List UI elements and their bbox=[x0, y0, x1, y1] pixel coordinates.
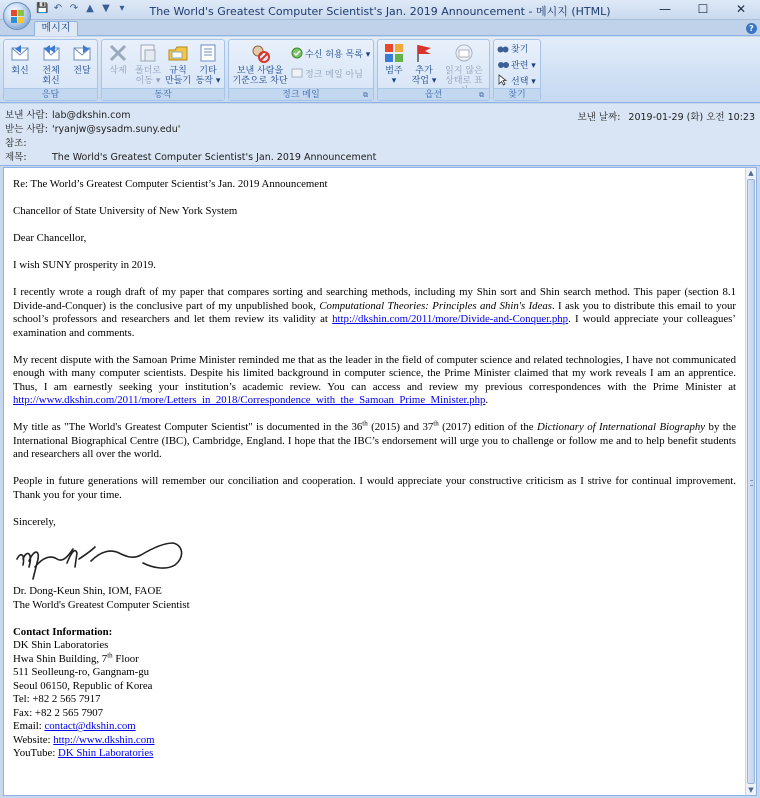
p2-text-a: My recent dispute with the Samoan Prime Minister reminded me that as the leader in the field of computer science and related technologies, I have not communicated enough with many computer scientists. Despite his limited background in computer science, the Prime Minister claimed that my work reveals I am an apprentice. Thus, I am earnestly seeking your institution’s academic review. You can access and review my previous correspondences with the Prime Minister at bbox=[13, 353, 736, 393]
delete-label: 삭제 bbox=[109, 66, 127, 76]
safe-lists-label: 수신 허용 목록 ▾ bbox=[305, 50, 371, 60]
delete-icon bbox=[107, 42, 129, 64]
junk-dialog-launcher-icon[interactable]: ⧉ bbox=[363, 91, 368, 99]
down-arrow-icon[interactable]: ▼ bbox=[102, 3, 110, 14]
message-content bbox=[13, 178, 736, 761]
categorize-button[interactable] bbox=[379, 42, 409, 88]
redo-icon[interactable]: ↷ bbox=[69, 3, 79, 14]
mark-unread-label-1: 읽지 않은 bbox=[445, 66, 483, 76]
closing: Sincerely, bbox=[13, 515, 56, 528]
maximize-button[interactable]: ☐ bbox=[697, 2, 709, 16]
p3-sup-1: th bbox=[362, 419, 368, 428]
contact-email-label: Email: bbox=[13, 720, 45, 732]
options-dialog-launcher-icon[interactable]: ⧉ bbox=[479, 91, 484, 99]
scroll-up-icon[interactable]: ▲ bbox=[748, 169, 754, 177]
contact-youtube-link[interactable]: DK Shin Laboratories bbox=[58, 747, 154, 759]
group-find-label: 찾기 bbox=[494, 88, 540, 100]
reply-all-icon bbox=[40, 42, 62, 64]
forward-button[interactable] bbox=[67, 42, 97, 88]
move-to-folder-button[interactable] bbox=[133, 42, 163, 88]
contact-floor: Floor bbox=[112, 652, 139, 665]
group-find bbox=[493, 39, 541, 101]
mark-unread-label-2: 상태로 표 bbox=[445, 76, 483, 86]
reply-button[interactable] bbox=[5, 42, 35, 88]
p1-text-a: I recently wrote a rough draft of my paper that compares sorting and searching methods, including my Shin sort and Shin search method. This paper (section 8.1 Divide-and-Conquer) is the conclusive part of my unpublished book, bbox=[13, 286, 736, 312]
select-label: 선택 ▾ bbox=[511, 77, 536, 87]
tab-message[interactable]: 메시지 bbox=[34, 21, 78, 36]
p3-text-b: (2015) and 37 bbox=[367, 421, 434, 433]
group-respond bbox=[3, 39, 98, 101]
other-actions-label-1: 기타 bbox=[199, 66, 217, 76]
message-body[interactable] bbox=[3, 167, 757, 796]
not-junk-label: 정크 메일 아님 bbox=[305, 70, 363, 80]
paragraph-dispute bbox=[13, 354, 736, 408]
ribbon bbox=[0, 37, 760, 103]
signature-name: Dr. Dong-Keun Shin, IOM, FAOE bbox=[13, 585, 162, 597]
block-sender-button[interactable] bbox=[231, 42, 289, 88]
find-label: 찾기 bbox=[511, 45, 529, 55]
select-button[interactable] bbox=[497, 74, 536, 88]
office-button[interactable] bbox=[3, 2, 31, 30]
group-actions-label: 동작 bbox=[102, 88, 224, 100]
binoculars-icon bbox=[497, 42, 509, 54]
p3-text-d: by the International Biographical Centre (IBC), Cambridge, England. I hope that the IBC’s endorsement will urge you to challenge or follow me and to help benefit students and researchers all over the world. bbox=[13, 421, 736, 460]
create-rule-label-1: 규칙 bbox=[169, 66, 187, 76]
cc-label: 참조: bbox=[5, 138, 27, 149]
contact-building-line bbox=[13, 650, 736, 667]
reply-all-label-1: 전체 bbox=[42, 66, 60, 76]
contact-youtube-line bbox=[13, 747, 736, 761]
subject-label: 제목: bbox=[5, 152, 27, 163]
group-junk bbox=[228, 39, 374, 101]
group-options-label: 옵션 bbox=[378, 88, 489, 100]
categorize-icon bbox=[383, 42, 405, 64]
paragraph-future: People in future generations will remember our conciliation and cooperation. I would appreciate your constructive criticism as I strive for continual improvement. Thank you for your time. bbox=[13, 475, 736, 501]
minimize-button[interactable]: — bbox=[659, 2, 671, 16]
group-respond-label: 응답 bbox=[4, 88, 97, 100]
paragraph-title bbox=[13, 421, 736, 462]
reply-all-label-2: 회신 bbox=[42, 76, 60, 86]
reply-icon bbox=[9, 42, 31, 64]
forward-label: 전달 bbox=[73, 66, 91, 76]
contact-street: 511 Seolleung-ro, Gangnam-gu bbox=[13, 666, 150, 678]
subject-row bbox=[5, 151, 376, 164]
contact-building: Hwa Shin Building, 7 bbox=[13, 652, 108, 665]
move-to-folder-label-2: 이동 ▾ bbox=[135, 76, 161, 86]
follow-up-button[interactable] bbox=[409, 42, 439, 88]
flag-icon bbox=[413, 42, 435, 64]
quick-access-toolbar bbox=[36, 3, 128, 17]
p3-text-c: (2017) edition of the bbox=[438, 421, 537, 433]
safe-lists-icon bbox=[291, 47, 303, 59]
create-rule-icon bbox=[167, 42, 189, 64]
dictionary-title: Dictionary of International Biography bbox=[536, 421, 706, 433]
group-options bbox=[377, 39, 490, 101]
scroll-thumb[interactable] bbox=[747, 179, 755, 784]
correspondence-link[interactable]: http://www.dkshin.com/2011/more/Letters_in_2018/Correspondence_with_the_Samoan_Prime_Minister.php bbox=[13, 394, 486, 406]
p3-sup-2: th bbox=[433, 419, 439, 428]
sent-value: 2019-01-29 (화) 오전 10:23 bbox=[628, 112, 755, 123]
from-row bbox=[5, 109, 130, 122]
signature-title: The World's Greatest Computer Scientist bbox=[13, 598, 190, 611]
contact-tel: Tel: +82 2 565 7917 bbox=[13, 693, 101, 705]
categorize-label-1: 범주 bbox=[385, 66, 403, 76]
move-to-folder-label-1: 폴더로 bbox=[134, 66, 162, 76]
paragraph-paper bbox=[13, 286, 736, 340]
block-sender-label-1: 보낸 사람을 bbox=[236, 66, 284, 76]
save-icon[interactable]: 💾 bbox=[36, 3, 49, 14]
from-value[interactable]: lab@dkshin.com bbox=[52, 110, 131, 121]
subject-value: The World's Greatest Computer Scientist's Jan. 2019 Announcement bbox=[52, 152, 377, 163]
delete-button[interactable] bbox=[103, 42, 133, 88]
office-logo-icon bbox=[11, 10, 24, 23]
salutation: Dear Chancellor, bbox=[13, 232, 87, 244]
reply-label: 회신 bbox=[11, 66, 29, 76]
find-button[interactable] bbox=[497, 42, 528, 56]
contact-org: DK Shin Laboratories bbox=[13, 639, 109, 651]
other-actions-button[interactable] bbox=[193, 42, 223, 88]
group-junk-label: 정크 메일 bbox=[229, 88, 373, 100]
contact-youtube-label: YouTube: bbox=[13, 747, 59, 759]
contact-heading: Contact Information: bbox=[13, 625, 113, 638]
message-header bbox=[0, 104, 760, 166]
p1-text-b: . I ask you to distribute this email to your school’s professors and researchers and let them review its validity at bbox=[13, 299, 736, 325]
window-controls bbox=[646, 0, 760, 19]
other-actions-icon bbox=[197, 42, 219, 64]
contact-website-line bbox=[13, 734, 736, 748]
scroll-down-icon[interactable]: ▼ bbox=[748, 786, 754, 794]
related-label: 관련 ▾ bbox=[511, 61, 536, 71]
customize-toolbar-icon[interactable]: ▾ bbox=[119, 3, 125, 14]
contact-city: Seoul 06150, Republic of Korea bbox=[13, 679, 153, 692]
contact-website-link[interactable]: http://www.dkshin.com bbox=[53, 733, 155, 746]
signature-block bbox=[13, 585, 736, 612]
divide-and-conquer-link[interactable]: http://dkshin.com/2011/more/Divide-and-Conquer.php bbox=[332, 313, 569, 325]
mark-unread-button[interactable] bbox=[441, 42, 487, 88]
help-icon[interactable]: ? bbox=[746, 23, 757, 34]
reply-all-button[interactable] bbox=[36, 42, 66, 88]
mark-unread-icon bbox=[453, 42, 475, 64]
title-bar bbox=[0, 0, 760, 20]
up-arrow-icon[interactable]: ▲ bbox=[86, 3, 94, 14]
forward-icon bbox=[71, 42, 93, 64]
contact-fax: Fax: +82 2 565 7907 bbox=[13, 706, 104, 719]
to-row bbox=[5, 123, 180, 136]
categorize-label-2: ▾ bbox=[391, 76, 397, 86]
ribbon-tab-row bbox=[0, 20, 760, 36]
to-label: 받는 사람: bbox=[5, 124, 48, 135]
contact-email-line bbox=[13, 720, 736, 734]
contact-website-label: Website: bbox=[13, 733, 54, 746]
block-sender-label-2: 기준으로 차단 bbox=[232, 76, 288, 86]
signature-image bbox=[13, 533, 736, 585]
move-to-folder-icon bbox=[137, 42, 159, 64]
vertical-scrollbar[interactable] bbox=[745, 168, 756, 795]
not-junk-button[interactable] bbox=[291, 67, 363, 81]
cursor-icon bbox=[497, 74, 509, 86]
follow-up-label-2: 작업 ▾ bbox=[411, 76, 437, 86]
p2-text-b: . bbox=[485, 394, 489, 406]
sent-label: 보낸 날짜: bbox=[577, 112, 621, 123]
cc-row bbox=[5, 137, 52, 150]
sent-date bbox=[577, 111, 755, 124]
contact-floor-sup: th bbox=[107, 650, 113, 659]
other-actions-label-2: 동작 ▾ bbox=[195, 76, 221, 86]
not-junk-icon bbox=[291, 67, 303, 79]
contact-block bbox=[13, 626, 736, 761]
book-title: Computational Theories: Principles and Shin's Ideas bbox=[319, 299, 552, 312]
close-button[interactable]: ✕ bbox=[735, 2, 747, 16]
follow-up-label-1: 추가 bbox=[415, 66, 433, 76]
undo-icon[interactable]: ↶ bbox=[53, 3, 63, 14]
scroll-grip-icon bbox=[750, 480, 753, 486]
wish-line: I wish SUNY prosperity in 2019. bbox=[13, 259, 156, 271]
re-line: Re: The World’s Greatest Computer Scientist’s Jan. 2019 Announcement bbox=[13, 178, 328, 190]
group-actions bbox=[101, 39, 225, 101]
related-button[interactable] bbox=[497, 58, 536, 72]
related-icon bbox=[497, 58, 509, 70]
recipient-title: Chancellor of State University of New York System bbox=[13, 205, 238, 217]
create-rule-label-2: 만들기 bbox=[164, 76, 192, 86]
safe-lists-button[interactable] bbox=[291, 47, 370, 61]
create-rule-button[interactable] bbox=[163, 42, 193, 88]
from-label: 보낸 사람: bbox=[5, 110, 48, 121]
contact-email-link[interactable]: contact@dkshin.com bbox=[44, 720, 136, 732]
to-value[interactable]: 'ryanjw@sysadm.suny.edu' bbox=[52, 124, 181, 135]
block-sender-icon bbox=[249, 42, 271, 64]
p3-text-a: My title as "The World's Greatest Computer Scientist" is documented in the 36 bbox=[13, 421, 363, 433]
window-title: The World's Greatest Computer Scientist's Jan. 2019 Announcement - 메시지 (HTML) bbox=[149, 5, 611, 18]
p1-text-c: . I would appreciate your colleagues’ examination and comments. bbox=[13, 313, 736, 339]
